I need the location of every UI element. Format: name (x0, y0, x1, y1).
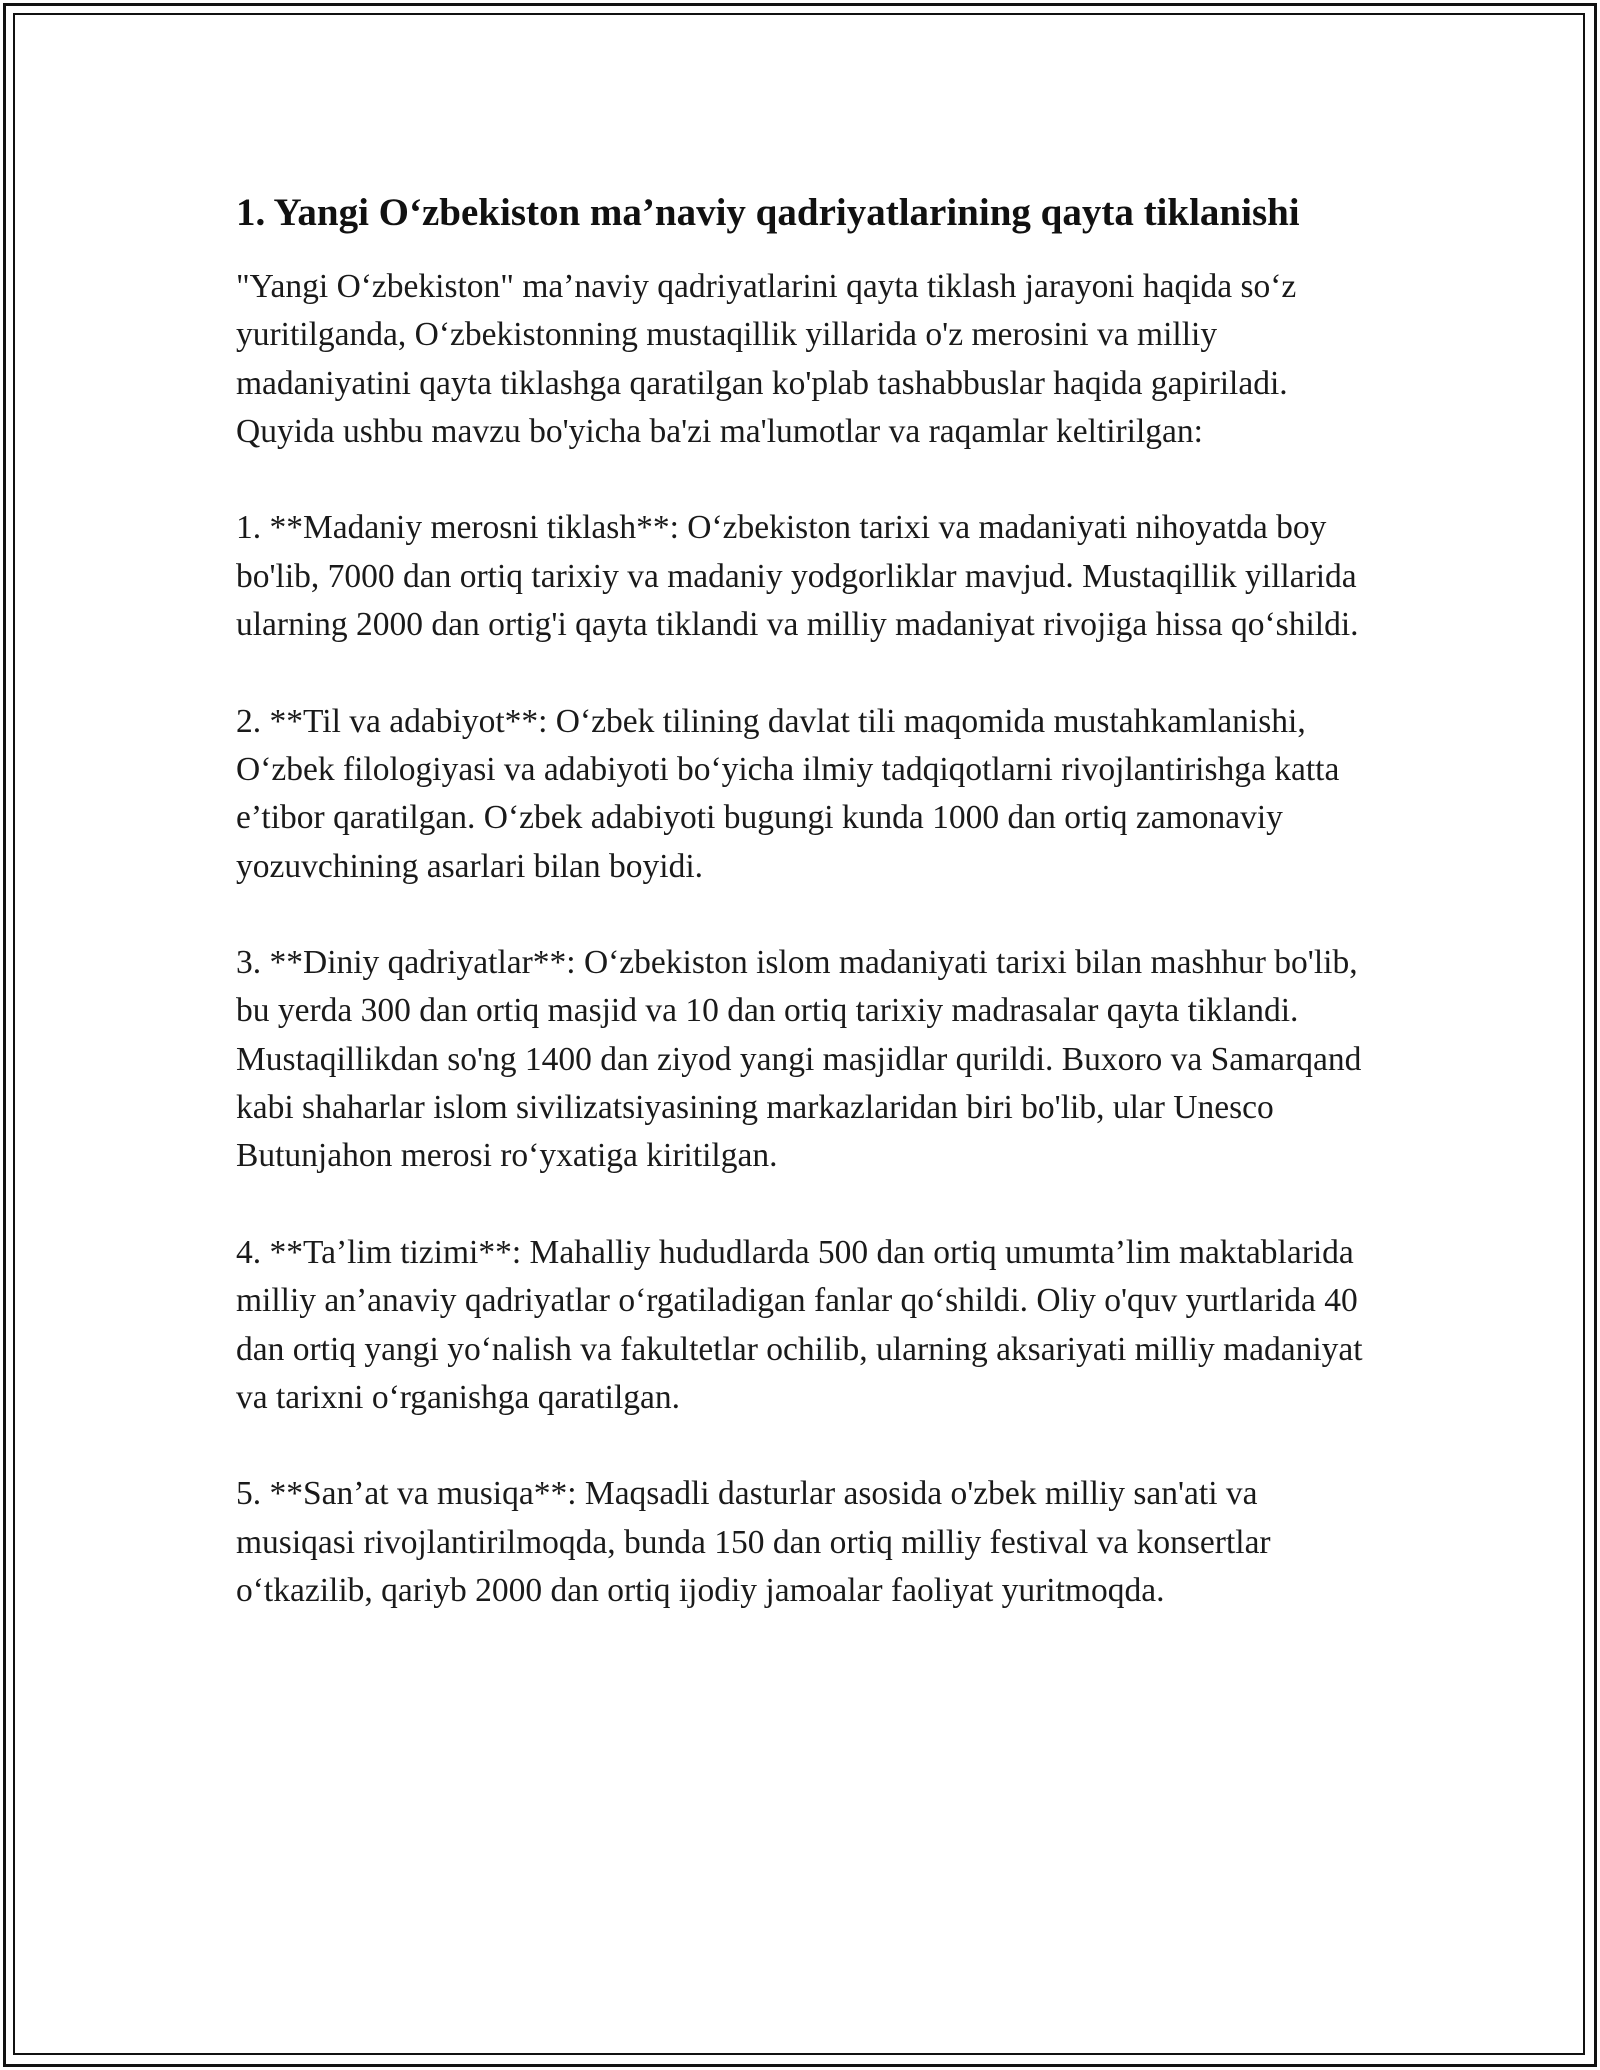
list-item: 5. **San’at va musiqa**: Maqsadli dasturlar asosida o'zbek milliy san'ati va musiqasi rivojlantirilmoqda, bunda 150 dan ortiq milliy festival va konsertlar o‘tkazilib, qariyb 2000 dan ortiq ijodiy jamoalar faoliyat yuritmoqda. (236, 1475, 1271, 1610)
list-item: 3. **Diniy qadriyatlar**: O‘zbekiston islom madaniyati tarixi bilan mashhur bo'lib, bu yerda 300 dan ortiq masjid va 10 dan ortiq tarixiy madrasalar qayta tiklandi. Mustaqillikdan so'ng 1400 dan ziyod yangi masjidlar qurildi. Buxoro va Samarqand kabi shaharlar islom sivilizatsiyasining markazlaridan biri bo'lib, ular Unesco Butunjahon merosi ro‘yxatiga kiritilgan. (236, 944, 1362, 1175)
list-item: 4. **Ta’lim tizimi**: Mahalliy hududlarda 500 dan ortiq umumta’lim maktablarida milliy an’anaviy qadriyatlar o‘rgatiladigan fanlar qo‘shildi. Oliy o'quv yurtlarida 40 dan ortiq yangi yo‘nalish va fakultetlar ochilib, ularning aksariyati milliy madaniyat va tarixni o‘rganishga qaratilgan. (236, 1233, 1363, 1416)
list-item: 1. **Madaniy merosni tiklash**: O‘zbekiston tarixi va madaniyati nihoyatda boy bo'lib, 7000 dan ortiq tarixiy va madaniy yodgorliklar mavjud. Mustaqillik yillarida ularning 2000 dan ortig'i qayta tiklandi va milliy madaniyat rivojiga hissa qo‘shildi. (236, 509, 1359, 644)
list-item: 2. **Til va adabiyot**: O‘zbek tilining davlat tili maqomida mustahkamlanishi, O‘zbek filologiyasi va adabiyoti bo‘yicha ilmiy tadqiqotlarni rivojlantirishga katta e’tibor qaratilgan. O‘zbek adabiyoti bugungi kunda 1000 dan ortiq zamonaviy yozuvchining asarlari bilan boyidi. (236, 702, 1340, 885)
paragraph-gap (236, 1422, 1376, 1470)
document-body (236, 186, 1376, 1615)
document-title: 1. Yangi O‘zbekiston ma’naviy qadriyatlarining qayta tiklanishi (236, 191, 1300, 234)
intro-paragraph: "Yangi O‘zbekiston" ma’naviy qadriyatlarini qayta tiklash jarayoni haqida so‘z yuritilganda, O‘zbekistonning mustaqillik yillarida o'z merosini va milliy madaniyatini qayta tiklashga qaratilgan ko'plab tashabbuslar haqida gapiriladi. Quyida ushbu mavzu bo'yicha ba'zi ma'lumotlar va raqamlar keltirilgan: (236, 268, 1297, 450)
paragraph-gap (236, 456, 1376, 504)
paragraph-gap (236, 1181, 1376, 1229)
paragraph-gap (236, 891, 1376, 939)
paragraph-gap (236, 649, 1376, 697)
